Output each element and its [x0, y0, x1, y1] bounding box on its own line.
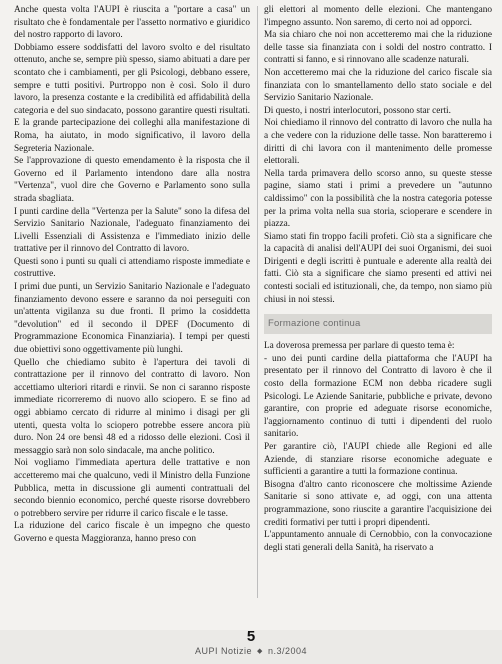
- paragraph: - uno dei punti cardine della piattaforma che l'AUPI ha presentato per il rinnovo del Contratto di lavoro è che il costo della formazione ECM non debba ricadere sugli Psicologi. Le Aziende Sanitarie, pubbliche e private, devono garantire, con proprie ed adeguate risorse economiche, l'aggiornamento continuo di tutti i dipendenti del ruolo sanitario.: [264, 353, 492, 440]
- section-heading: Formazione continua: [264, 314, 492, 334]
- paragraph: I punti cardine della "Vertenza per la Salute" sono la difesa del Servizio Sanitario Nazionale, l'adeguato finanziamento dei Livelli Essenziali di Assistenza e l'immediato inizio delle trattative per il rinnovo del Contratto di lavoro.: [14, 206, 250, 255]
- paragraph: Nella tarda primavera dello scorso anno, su queste stesse pagine, siamo stati i primi a prevedere un "autunno caldissimo" con la possibilità che la nostra categoria potesse per la prima volta nella sua storia, scioperare e scendere in piazza.: [264, 168, 492, 230]
- paragraph: Noi vogliamo l'immediata apertura delle trattative e non accetteremo mai che qualcuno, vedi il Ministro della Funzione Pubblica, metta in discussione gli aumenti contrattuali del secondo biennio economico, perché queste risorse dovrebbero o potrebbero servire per ridurre il carico fiscale e le tasse.: [14, 458, 250, 519]
- paragraph: Per garantire ciò, l'AUPI chiede alle Regioni ed alle Aziende, di stanziare risorse economiche adeguate e sufficienti a garantire a tutti la formazione continua.: [264, 442, 492, 478]
- diamond-separator-icon: ◆: [257, 648, 263, 655]
- paragraph: Bisogna d'altro canto riconoscere che moltissime Aziende Sanitarie si sono attivate e, ad oggi, con una attenta programmazione, sono riuscite a garantire l'acquisizione dei crediti formativi per tutti i propri dipendenti.: [264, 479, 492, 528]
- paragraph: Ma sia chiaro che noi non accetteremo mai che la riduzione delle tasse sia finanziata con i soldi del nostro contratto. I contratti si fanno, e si rinnovano alle scadenze naturali.: [264, 30, 492, 66]
- paragraph: Questi sono i punti su quali ci attendiamo risposte immediate e costruttive.: [14, 256, 250, 280]
- paragraph: Quello che chiediamo subito è l'apertura dei tavoli di contrattazione per il rinnovo del contratto di lavoro. Non accettiamo ulteriori ritardi e rinvii. Se non ci saranno risposte immediate ricorreremo di nuovo allo sciopero. E se fino ad oggi abbiamo cercato di ridurre al minimo i disagi per gli utenti, questa volta lo sciopero potrebbe essere ancora più duro. Non 24 ore bensì 48 ed a ridosso delle elezioni. Così il messaggio sarà non solo sindacale, ma anche politico.: [14, 357, 250, 456]
- paragraph: I primi due punti, un Servizio Sanitario Nazionale e l'adeguato finanziamento devono essere e saranno da noi perseguiti con un'attenta vigilanza su due fronti. Il primo la cosiddetta "devolution" ed il secondo il DPEF (Documento di Programmazione Economica Finanziaria). I tempi per questi due obiettivi sono oggettivamente più lunghi.: [14, 282, 250, 356]
- paragraph: La doverosa premessa per parlare di questo tema è:: [264, 341, 455, 352]
- paragraph: La riduzione del carico fiscale è un impegno che questo Governo e questa Maggioranza, hanno preso con: [14, 521, 250, 544]
- paragraph: Dobbiamo essere soddisfatti del lavoro svolto e del risultato ottenuto, anche se, sempre più spesso, siamo abituati a dare per scontato che i cambiamenti, per gli Psicologi, debbano essere, sempre e tutti positivi. Purtroppo non è così. Solo il duro lavoro, la presenza costante e la credibilità ed affidabilità della categoria e del suo sindacato, possono garantire questi risultati. E la grande partecipazione dei colleghi alla manifestazione di Roma, ha aiutato, in modo significativo, il lavoro della Segreteria Nazionale.: [14, 42, 250, 154]
- paragraph: Se l'approvazione di questo emendamento è la risposta che il Governo ed il Parlamento intendono dare alla nostra "Vertenza", vuol dire che Governo e Parlamento sono sulla strada sbagliata.: [14, 156, 250, 204]
- right-column: [264, 4, 492, 554]
- paragraph: Non accetteremo mai che la riduzione del carico fiscale sia finanziata con lo smantellamento dello stato sociale e del Servizio Sanitario Nazionale.: [264, 67, 492, 104]
- page-number: 5: [246, 628, 256, 645]
- column-divider: [257, 6, 258, 598]
- paragraph: Noi chiediamo il rinnovo del contratto di lavoro che nulla ha a che vedere con la riduzione delle tasse. Non baratteremo i diritti di chi lavora con il mantenimento delle promesse elettorali.: [264, 118, 492, 167]
- publication-name: AUPI Notizie: [195, 646, 253, 656]
- paragraph: Siamo stati fin troppo facili profeti. Ciò sta a significare che la capacità di analisi dell'AUPI dei suoi Organismi, dei suoi Dirigenti e degli iscritti è puntuale e aderente alla realtà dei fatti. Ciò sta a significare che siamo presenti ed attivi nei contesti sociali ed istituzionali, che, da tempo, non siamo più chiusi in noi stessi.: [264, 231, 492, 305]
- footer-publication-line: [0, 646, 502, 656]
- paragraph: L'appuntamento annuale di Cernobbio, con la convocazione degli stati generali della Sanità, ha riservato a: [264, 530, 492, 553]
- paragraph: Anche questa volta l'AUPI è riuscita a "portare a casa" un risultato che è fondamentale per l'assetto normativo e giuridico del nostro rapporto di lavoro.: [14, 5, 250, 41]
- issue-number: n.3/2004: [267, 646, 307, 656]
- paragraph: Di questo, i nostri interlocutori, possono star certi.: [264, 105, 451, 116]
- left-column: [14, 4, 250, 546]
- paragraph: gli elettori al momento delle elezioni. Che mantengano l'impegno assunto. Non saremo, di certo noi ad opporci.: [264, 5, 492, 28]
